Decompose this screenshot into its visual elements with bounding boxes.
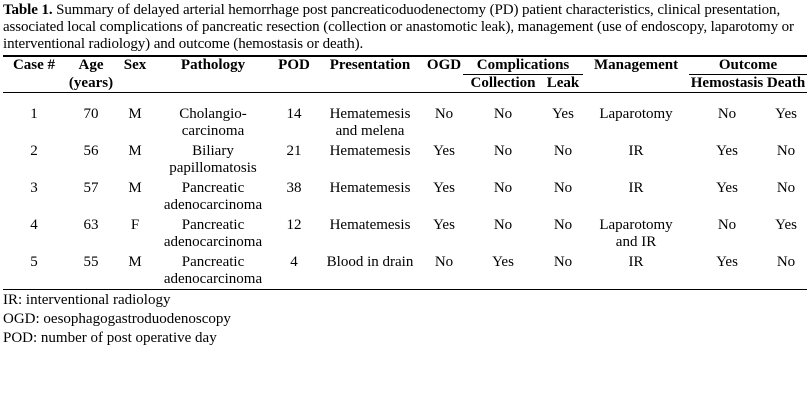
cell-age: 55 bbox=[65, 254, 117, 290]
header-outcome: Outcome bbox=[689, 56, 807, 75]
cell-hemostasis: Yes bbox=[716, 180, 738, 196]
cell-sex: M bbox=[128, 180, 142, 196]
cell-death: No bbox=[776, 143, 796, 159]
cell-case: 3 bbox=[30, 180, 38, 196]
cell-sex: F bbox=[130, 217, 140, 233]
cell-leak: No bbox=[553, 143, 573, 159]
cell-case: 4 bbox=[30, 217, 38, 233]
cell-pod: 14 bbox=[286, 106, 302, 122]
cell-pod: 4 bbox=[273, 254, 315, 290]
header-ogd: OGD bbox=[426, 57, 462, 73]
table-footnotes bbox=[3, 291, 808, 348]
footnote-pod: POD: number of post operative day bbox=[3, 330, 217, 346]
header-row-top bbox=[3, 56, 807, 75]
cell-management: IR bbox=[628, 180, 644, 196]
cell-leak: No bbox=[543, 254, 583, 290]
cell-case: 2 bbox=[30, 143, 38, 159]
table-body bbox=[3, 93, 807, 290]
header-hemostasis: Hemostasis bbox=[690, 75, 764, 91]
table-caption bbox=[3, 2, 808, 53]
cell-pathology: Biliary papillomatosis bbox=[169, 143, 257, 176]
cell-sex: M bbox=[128, 106, 142, 122]
cell-age: 57 bbox=[83, 180, 99, 196]
cell-leak: No bbox=[553, 180, 573, 196]
cell-management: IR bbox=[583, 254, 689, 290]
cell-leak: Yes bbox=[552, 106, 574, 122]
cell-collection: No bbox=[493, 143, 513, 159]
cell-age: 63 bbox=[83, 217, 99, 233]
header-pathology: Pathology bbox=[153, 56, 273, 75]
cell-collection: Yes bbox=[463, 254, 543, 290]
cell-hemostasis: Yes bbox=[689, 254, 765, 290]
cell-ogd: Yes bbox=[433, 180, 455, 196]
cell-sex: M bbox=[117, 254, 153, 290]
cell-ogd: Yes bbox=[433, 143, 455, 159]
header-case: Case # bbox=[3, 56, 65, 75]
cell-hemostasis: No bbox=[717, 217, 737, 233]
cell-management: Laparotomy and IR bbox=[599, 217, 673, 250]
header-pod: POD bbox=[273, 56, 315, 75]
cell-collection: No bbox=[493, 217, 513, 233]
cell-presentation: Hematemesis and melena bbox=[329, 106, 411, 139]
cell-collection: No bbox=[493, 180, 513, 196]
cell-age: 70 bbox=[83, 106, 99, 122]
footnote-ogd: OGD: oesophagogastroduodenoscopy bbox=[3, 311, 231, 327]
table-row bbox=[3, 217, 807, 254]
cell-pathology: Pancreatic adenocarcinoma bbox=[163, 180, 263, 213]
cell-case: 5 bbox=[3, 254, 65, 290]
header-collection: Collection bbox=[463, 75, 543, 93]
cell-pathology: Pancreatic adenocarcinoma bbox=[153, 254, 273, 290]
header-complications: Complications bbox=[463, 56, 583, 75]
cell-pod: 12 bbox=[286, 217, 302, 233]
cell-ogd: Yes bbox=[433, 217, 455, 233]
cell-pod: 38 bbox=[286, 180, 302, 196]
cell-management: IR bbox=[628, 143, 644, 159]
cell-hemostasis: Yes bbox=[716, 143, 738, 159]
cell-death: No bbox=[765, 254, 807, 290]
cell-death: No bbox=[776, 180, 796, 196]
cell-death: Yes bbox=[775, 106, 797, 122]
cell-ogd: No bbox=[425, 254, 463, 290]
header-row-bottom bbox=[3, 75, 807, 93]
table-row bbox=[3, 254, 807, 290]
header-age-unit: (years) bbox=[65, 75, 117, 93]
header-sex: Sex bbox=[117, 56, 153, 75]
cell-management: Laparotomy bbox=[599, 106, 673, 122]
cell-presentation: Hematemesis bbox=[329, 217, 411, 233]
cell-pathology: Cholangio- carcinoma bbox=[179, 106, 247, 139]
cell-age: 56 bbox=[83, 143, 99, 159]
cell-presentation: Hematemesis bbox=[329, 143, 411, 159]
cell-sex: M bbox=[128, 143, 142, 159]
cell-leak: No bbox=[553, 217, 573, 233]
cell-death: Yes bbox=[775, 217, 797, 233]
cell-ogd: No bbox=[434, 106, 454, 122]
cell-hemostasis: No bbox=[717, 106, 737, 122]
cell-presentation: Hematemesis bbox=[329, 180, 411, 196]
table-row bbox=[3, 106, 807, 143]
header-presentation: Presentation bbox=[315, 56, 425, 75]
footnote-ir: IR: interventional radiology bbox=[3, 292, 171, 308]
cell-pod: 21 bbox=[286, 143, 302, 159]
cell-case: 1 bbox=[30, 106, 38, 122]
summary-table bbox=[3, 55, 807, 290]
table-row bbox=[3, 180, 807, 217]
table-row bbox=[3, 143, 807, 180]
caption-text: Summary of delayed arterial hemorrhage post pancreaticoduodenectomy (PD) patient characteristics, clinical presentation, associated local complications of pancreatic resection (collection or anastomotic leak), management (use of endoscopy, laparotomy or interventional radiology) and outcome (hemostasis or death). bbox=[3, 2, 794, 52]
header-age: Age bbox=[65, 56, 117, 75]
cell-presentation: Blood in drain bbox=[315, 254, 425, 290]
caption-label: Table 1. bbox=[3, 2, 53, 18]
header-leak: Leak bbox=[543, 75, 583, 93]
header-management: Management bbox=[583, 56, 689, 75]
cell-collection: No bbox=[493, 106, 513, 122]
cell-pathology: Pancreatic adenocarcinoma bbox=[163, 217, 263, 250]
header-death: Death bbox=[766, 75, 806, 91]
